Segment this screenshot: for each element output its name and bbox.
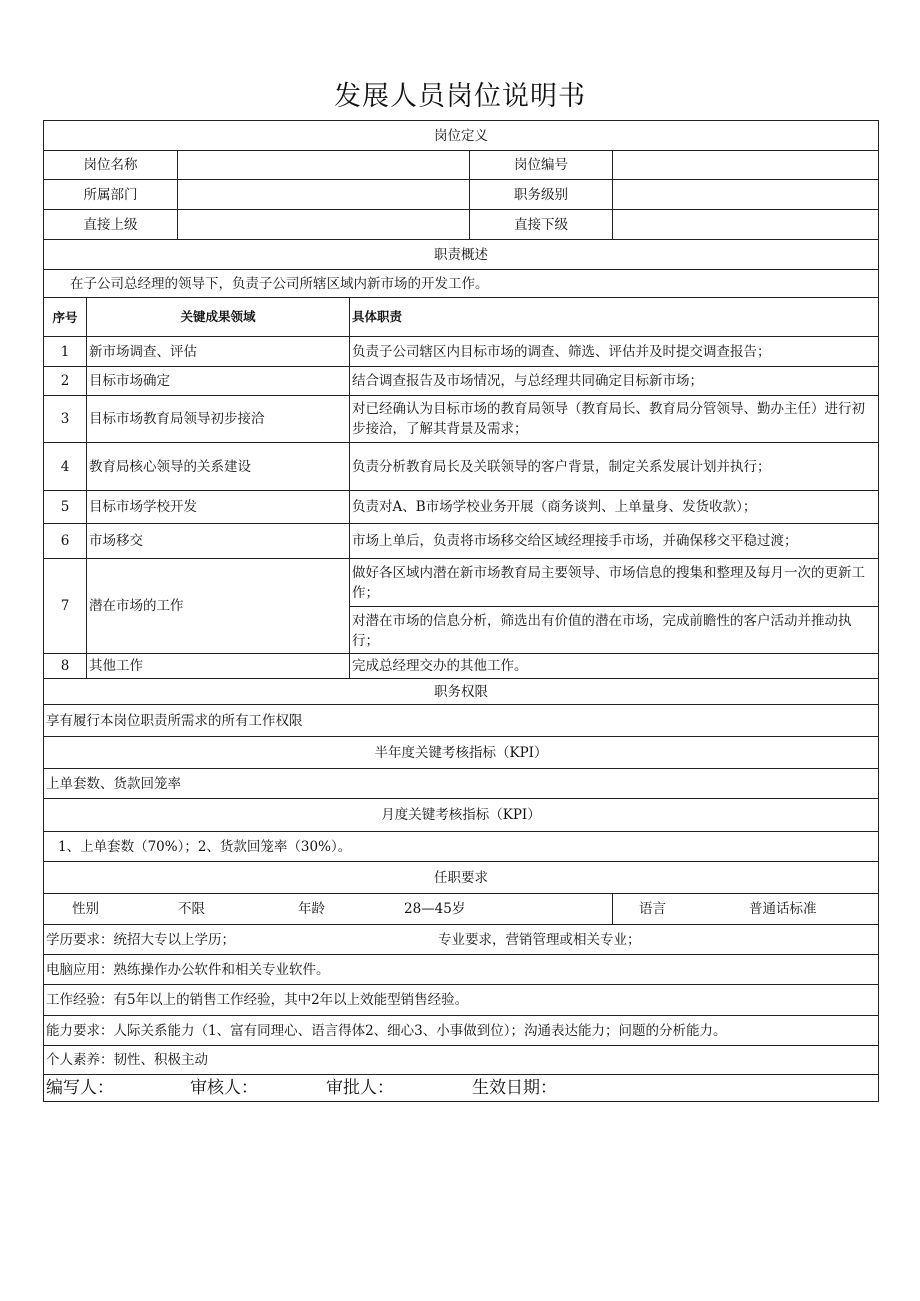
duty-detail: 做好各区域内潜在新市场教育局主要领导、市场信息的搜集和整理及每月一次的更新工作； (350, 559, 879, 607)
kpi-half-text: 上单套数、货款回笼率 (44, 769, 879, 799)
authority-text: 享有履行本岗位职责所需求的所有工作权限 (44, 705, 879, 737)
overview-row (44, 270, 879, 298)
reviewer-label: 审核人： (190, 1078, 258, 1098)
age-value: 28—45岁 (404, 901, 466, 917)
duty-area: 新市场调查、评估 (87, 337, 350, 367)
duty-detail: 对已经确认为目标市场的教育局领导（教育局长、教育局分管领导、勤办主任）进行初步接洽，了解其背景及需求； (350, 396, 879, 443)
col-header-area: 关键成果领域 (87, 298, 350, 337)
kpi-month-row (44, 832, 879, 862)
duty-detail: 对潜在市场的信息分析，筛选出有价值的潜在市场，完成前瞻性的客户活动并推动执行； (350, 607, 879, 654)
label-position-code: 岗位编号 (470, 151, 613, 180)
signature-cell (44, 1075, 879, 1102)
education-requirement: 学历要求：统招大专以上学历； (46, 931, 235, 948)
kpi-month-text: 1、上单套数（70%）；2、货款回笼率（30%）。 (44, 832, 879, 862)
computer-requirement: 电脑应用：熟练操作办公软件和相关专业软件。 (44, 955, 879, 985)
duty-area: 目标市场教育局领导初步接洽 (87, 396, 350, 443)
duty-area: 潜在市场的工作 (87, 559, 350, 654)
effective-date-label: 生效日期： (472, 1078, 557, 1098)
language-value: 普通话标准 (749, 901, 817, 917)
author-label: 编写人： (46, 1078, 114, 1098)
duty-num: 7 (44, 559, 87, 654)
duty-num: 5 (44, 491, 87, 524)
duty-detail: 负责子公司辖区内目标市场的调查、筛选、评估并及时提交调查报告； (350, 337, 879, 367)
overview-header-row (44, 240, 879, 270)
duty-num: 3 (44, 396, 87, 443)
education-major-cell (44, 925, 879, 955)
duty-num: 6 (44, 524, 87, 559)
duty-num: 1 (44, 337, 87, 367)
kpi-month-header-row (44, 799, 879, 832)
duty-area: 目标市场学校开发 (87, 491, 350, 524)
duty-detail: 负责对A、B市场学校业务开展（商务谈判、上单量身、发货收款）； (350, 491, 879, 524)
quality-row (44, 1046, 879, 1075)
gender-value: 不限 (178, 901, 205, 917)
experience-requirement: 工作经验：有5年以上的销售工作经验，其中2年以上效能型销售经验。 (44, 985, 879, 1016)
duty-row (44, 337, 879, 367)
authority-row (44, 705, 879, 737)
major-requirement: 专业要求，营销管理或相关专业； (438, 931, 641, 948)
value-direct-superior (178, 210, 470, 240)
basic-requirements-right (613, 894, 879, 925)
value-job-level (613, 180, 879, 210)
duty-row (44, 559, 879, 607)
label-department: 所属部门 (44, 180, 178, 210)
approver-label: 审批人： (326, 1078, 394, 1098)
duty-row (44, 443, 879, 491)
definition-row (44, 180, 879, 210)
definition-row (44, 210, 879, 240)
kpi-half-row (44, 769, 879, 799)
duty-area: 目标市场确定 (87, 367, 350, 396)
section-header-authority: 职务权限 (44, 679, 879, 705)
requirements-header-row (44, 862, 879, 894)
ability-requirement: 能力要求：人际关系能力（1、富有同理心、语言得体2、细心3、小事做到位）；沟通表达能力；问题的分析能力。 (44, 1016, 879, 1046)
duty-area: 市场移交 (87, 524, 350, 559)
language-label: 语言 (639, 901, 666, 917)
basic-requirements-row (44, 894, 879, 925)
duty-row (44, 491, 879, 524)
col-header-detail: 具体职责 (350, 298, 879, 337)
label-direct-subordinate: 直接下级 (470, 210, 613, 240)
duty-row (44, 367, 879, 396)
quality-requirement: 个人素养：韧性、积极主动 (44, 1046, 879, 1075)
duty-num: 8 (44, 654, 87, 679)
label-job-level: 职务级别 (470, 180, 613, 210)
ability-row (44, 1016, 879, 1046)
value-position-name (178, 151, 470, 180)
experience-row (44, 985, 879, 1016)
definition-header-row (44, 121, 879, 151)
col-header-seq: 序号 (44, 298, 87, 337)
gender-label: 性别 (72, 901, 99, 917)
label-position-name: 岗位名称 (44, 151, 178, 180)
value-position-code (613, 151, 879, 180)
basic-requirements-left (44, 894, 613, 925)
duty-detail: 负责分析教育局长及关联领导的客户背景，制定关系发展计划并执行； (350, 443, 879, 491)
duty-area: 教育局核心领导的关系建设 (87, 443, 350, 491)
duty-detail: 市场上单后，负责将市场移交给区域经理接手市场，并确保移交平稳过渡； (350, 524, 879, 559)
section-header-definition: 岗位定义 (44, 121, 879, 151)
definition-row (44, 151, 879, 180)
duty-detail: 结合调查报告及市场情况，与总经理共同确定目标新市场； (350, 367, 879, 396)
age-label: 年龄 (298, 901, 325, 917)
signature-row (44, 1075, 879, 1102)
page-title: 发展人员岗位说明书 (334, 81, 586, 112)
duty-area: 其他工作 (87, 654, 350, 679)
education-row (44, 925, 879, 955)
section-header-requirements: 任职要求 (44, 862, 879, 894)
value-department (178, 180, 470, 210)
section-header-kpi-month: 月度关键考核指标（KPI） (44, 799, 879, 832)
authority-header-row (44, 679, 879, 705)
section-header-kpi-half: 半年度关键考核指标（KPI） (44, 737, 879, 769)
overview-text: 在子公司总经理的领导下，负责子公司所辖区域内新市场的开发工作。 (44, 270, 879, 298)
duties-header-row (44, 298, 879, 337)
label-direct-superior: 直接上级 (44, 210, 178, 240)
duty-row (44, 396, 879, 443)
computer-row (44, 955, 879, 985)
duty-detail: 完成总经理交办的其他工作。 (350, 654, 879, 679)
kpi-half-header-row (44, 737, 879, 769)
value-direct-subordinate (613, 210, 879, 240)
job-description-table (43, 120, 879, 1102)
duty-row (44, 524, 879, 559)
duty-num: 4 (44, 443, 87, 491)
duty-num: 2 (44, 367, 87, 396)
section-header-overview: 职责概述 (44, 240, 879, 270)
duty-row (44, 654, 879, 679)
